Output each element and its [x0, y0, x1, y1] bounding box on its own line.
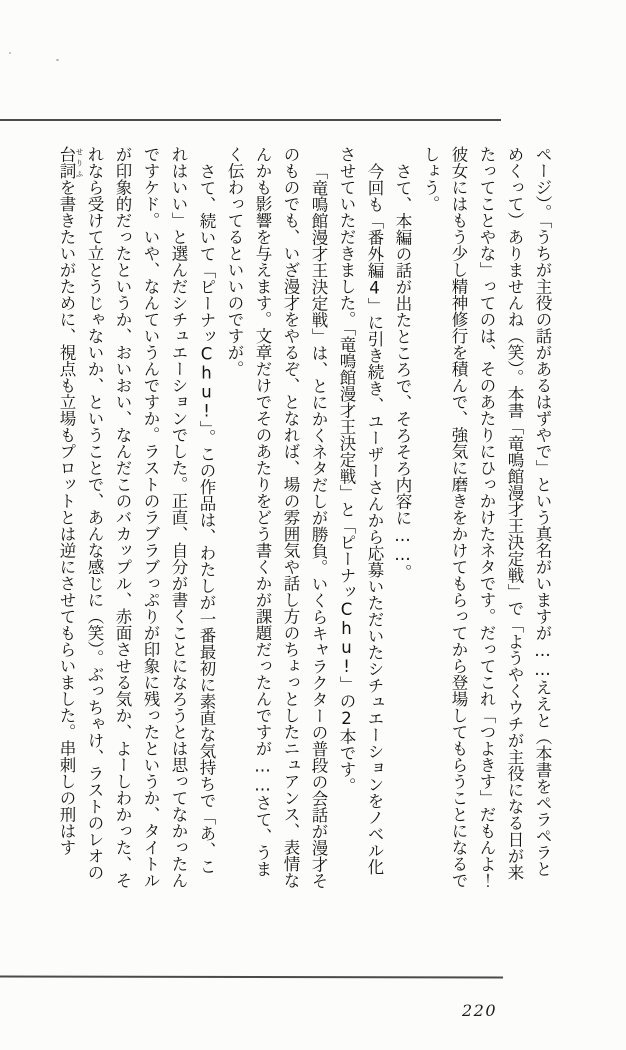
paragraph: さて、続いて「ピーナッChu!」。この作品は、わたしが一番最初に素直な気持ちで「あ、これはいい」と選んだシチュエーションでした。正直、自分が書くことになろうとは思ってなかったんですケド。いや、なんていうんですか。ラストのラブラブっぷりが印象に残ったというか、タイトルが印象的だったというか、おいおい、なんだこのバカップル、赤面させる気か、よーしわかった、それなら受けて立とうじゃないか、ということで、あんな感じに（笑）。ぶっちゃけ、ラストのレオの台詞 せりふを書きたいがために、視点も立場もプロットとは逆にさせてもらいました。串刺しの刑はす — [57, 146, 216, 889]
furigana-annotation: 台詞 せりふ — [57, 146, 84, 179]
page-number: 220 — [462, 1001, 498, 1020]
body-text — [50, 146, 556, 890]
paragraph: ページ）。「うちが主役の話があるはずやで」という真名がいますが……ええと（本書をペラペラとめくって）ありませんね（笑）。本書「竜鳴館漫才王決定戦」で「ようやくウチが主役になる日が来たってことやな」ってのは、そのあたりにひっかけたネタです。だってこれ「つよきす」だもんよ！彼女にはもう少し精神修行を積んで、強気に磨きをかけてもらってから登場してもらうことになるでしょう。 — [421, 146, 552, 889]
footer-rule — [0, 976, 503, 979]
header-rule — [0, 119, 501, 121]
paragraph: 「竜鳴館漫才王決定戦」は、とにかくネタだしが勝負。いくらキャラクターの普段の会話が漫才そのものでも、いざ漫才をやるぞ、となれば、場の雰囲気や話し方のちょっとしたニュアンス、表情なんかも影響を与えます。文章だけでそのあたりをどう書くかが課題だったんですが……さて、うまく伝わってるといいのですが。 — [225, 146, 328, 889]
scan-speck — [9, 52, 11, 54]
paragraph: さて、本編の話が出たところで、そろそろ内容に……。 — [393, 162, 412, 580]
paragraph: 今回も「番外編4」に引き続き、ユーザーさんから応募いただいたシチュエーションをノベル化させていただきました。「竜鳴館漫才王決定戦」と「ピーナッChu!」の2本です。 — [337, 146, 384, 875]
scan-speck — [56, 59, 59, 61]
